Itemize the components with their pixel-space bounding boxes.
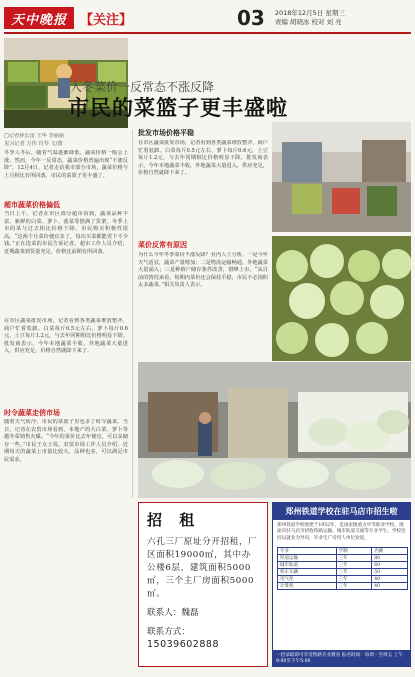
ad-title: 招 租	[147, 511, 201, 529]
notice-table-row	[278, 562, 408, 569]
section-heading-seasonal: 时令蔬菜走俏市场	[4, 409, 60, 417]
notice-table-cell: 三年	[336, 562, 372, 569]
notice-table-cell: 机车车辆	[278, 569, 337, 576]
wholesale-market-photo	[138, 362, 411, 498]
ad-phone-number: 15039602888	[147, 639, 219, 650]
notice-table-cell: 三年	[336, 569, 372, 576]
notice-table-cell: 40	[372, 583, 408, 590]
section-text-seasonal: 随着天气转冷，市民的菜篮子里也多了时令蔬菜。当日，记者在农贸市场看到，本地产的大白菜、萝卜等越冬菜销售火爆。“今年的菜价比去年便宜，可以多储存一些。”市民王女士说。农贸市场工作人员介绍，近期每天的蔬菜上市量比较大，品种也多，可以满足市民需求。	[4, 419, 128, 463]
notice-title: 郑州铁道学校在驻马店市招生啦	[273, 503, 410, 520]
notice-table	[277, 547, 408, 590]
rental-ad	[138, 502, 268, 667]
notice-table-cell: 铁道运输	[278, 555, 337, 562]
section-text-wholesale: 在市区蔬菜批发市场，记者看到各类蔬菜堆放整齐，商户忙着装卸。白菜每斤0.5元左右，萝卜每斤0.6元，土豆每斤1.2元，与去年同期相比价格明显下降。批发商表示，今年本地蔬菜丰收，外地蔬菜大量进入，供应充足，价格自然就降下来了。	[138, 140, 268, 177]
notice-table-cell: 80	[372, 555, 408, 562]
notice-table-cell: 城市轨道	[278, 562, 337, 569]
notice-table-cell: 专业	[278, 548, 337, 555]
section-label: 【关注】	[80, 12, 133, 28]
notice-table-cell: 名额	[372, 548, 408, 555]
date-info	[275, 9, 395, 27]
notice-table-row	[278, 548, 408, 555]
column-divider	[132, 130, 133, 498]
notice-table-cell: 计算机	[278, 583, 337, 590]
newspaper-logo: 天中晚报	[4, 7, 74, 29]
notice-text: 郑州铁道学校始建于1952年，是国家级重点中等职业学校，现面向驻马店市招收铁路运输、城市轨道交通等专业学生。学校坚持以就业为导向，毕业生广受用人单位欢迎。	[277, 523, 406, 541]
notice-table-cell: 三年	[336, 555, 372, 562]
cabbage-photo	[272, 236, 411, 361]
section-text-supermarket: 当日上午，记者在市区部分超市看到，蔬菜品种丰富，新鲜的白菜、萝卜、菠菜等摆满了货架。冬季上市的菜与过去相比价格下降，市民购买积极性很高。“这两个月菜价便宜多了，每次买菜都能省下不少钱。”正在选菜的市民告诉记者。超市工作人员介绍，近期蔬菜到货量充足，价格比前期有所回落。	[4, 211, 128, 255]
notice-table-cell: 三年	[336, 583, 372, 590]
notice-table-row	[278, 583, 408, 590]
notice-table-cell: 50	[372, 569, 408, 576]
section-text-reason: 为什么今年冬季菜价不涨反降？业内人士分析，一是今年天气适宜，蔬菜产量增加；二是物流运输畅通，外地蔬菜大量涌入；三是种植户储存条件改善，错峰上市。“从目前的情况来看，短期内菜价还会保持平稳，市民不必囤积太多蔬菜。”相关负责人表示。	[138, 252, 268, 289]
section-heading-wholesale: 批发市场价格平稳	[138, 129, 194, 137]
section-text-wholesale-left: 在市区蔬菜批发市场，记者看到各类蔬菜堆放整齐，商户忙着装卸。白菜每斤0.5元左右，萝卜每斤0.6元，土豆每斤1.2元，与去年同期相比价格明显下降。批发商表示，今年本地蔬菜丰收，外地蔬菜大量进入，供应充足，价格自然就降下来了。	[4, 318, 128, 355]
notice-table-row	[278, 555, 408, 562]
notice-table-cell: 40	[372, 576, 408, 583]
notice-table-row	[278, 576, 408, 583]
article-intro: 冬季人冬后，随着气温逐渐降低，蔬菜价格一般会上涨。然而，今年一反常态，蔬菜价格普遍出现“不涨反降”。12月4日，记者走访我市部分市场，蔬菜价格与上月相比有所回落，市民的菜篮子更丰盛了。	[4, 150, 128, 179]
notice-table-cell: 60	[372, 562, 408, 569]
notice-table-cell: 电气化	[278, 576, 337, 583]
notice-table-cell: 三年	[336, 576, 372, 583]
ad-body: 六孔三厂原址分开招租，厂区面积19000㎡，其中办公楼6层，建筑面积5000㎡，三个主厂房面积5000㎡。	[147, 537, 258, 599]
headline-subtitle: 入冬菜价一反常态不涨反降	[70, 80, 215, 94]
enrollment-notice	[272, 502, 411, 667]
notice-table-row	[278, 569, 408, 576]
issue-date: 2018年12月5日 星期三	[274, 9, 345, 17]
headline-title: 市民的菜篮子更丰盛啦	[68, 96, 288, 120]
ad-contact-label: 联系方式：	[147, 627, 190, 637]
editor-credits: 责编 胡晓冰 校对 刘 亮	[274, 18, 342, 26]
section-heading-supermarket: 超市蔬菜价格偏低	[4, 201, 60, 209]
page-number: 03	[237, 6, 265, 30]
market-street-photo	[272, 122, 411, 232]
byline: □记者林长雷 王华 李丽丽 见习记者 万伟 肖琴 文/图	[4, 133, 65, 147]
notice-footer: 一招录取即可享受铁路专业教育 报名时间：每周一至周五 上午9:00至下午5:00	[273, 650, 410, 666]
section-heading-reason: 菜价反常有原因	[138, 241, 187, 249]
masthead	[4, 4, 411, 34]
notice-table-cell: 学制	[336, 548, 372, 555]
ad-contact-person: 联系人：魏磊	[147, 608, 199, 618]
